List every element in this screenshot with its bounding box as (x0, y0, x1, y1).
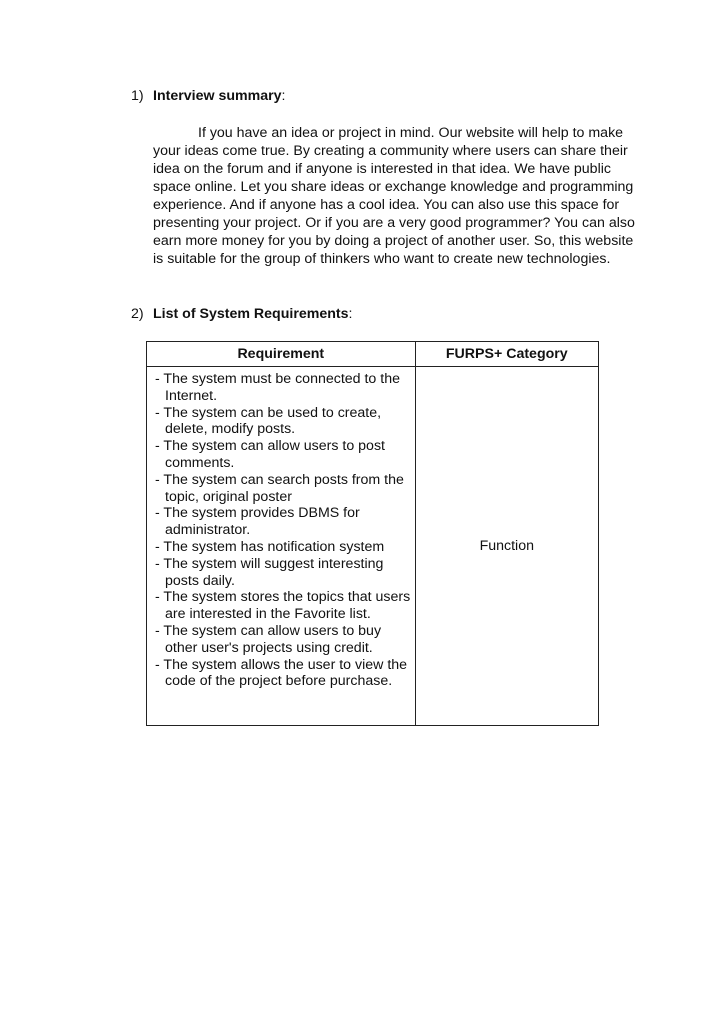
requirements-table (146, 341, 599, 726)
section-number: 2) (131, 306, 144, 322)
section-title-colon: : (348, 306, 353, 322)
requirement-item: - The system can be used to create, delete, modify posts. (155, 404, 382, 438)
interview-summary-paragraph: If you have an idea or project in mind. Our website will help to make your ideas come true. By creating a community where users can share their idea on the forum and if anyone is interested in that idea. We have public space online. Let you share ideas or exchange knowledge and programming experience. And if anyone has a cool idea. You can also use this space for presenting your project. Or if you are a very good programmer? You can also earn more money for you by doing a project of another user. So, this website is suitable for the group of thinkers who want to create new technologies. (153, 125, 635, 267)
section-heading-interview-summary (131, 87, 286, 105)
section-heading-system-requirements (131, 305, 352, 323)
header-requirement: Requirement (147, 342, 416, 367)
table-row (147, 367, 599, 726)
requirement-item: - The system can allow users to post comments. (155, 438, 385, 471)
category-cell: Function (415, 367, 598, 726)
header-furps-category: FURPS+ Category (415, 342, 598, 367)
requirement-item: - The system can search posts from the topic, original poster (155, 471, 404, 505)
section-title: List of System Requirements (153, 306, 349, 322)
section-title-colon: : (281, 88, 286, 104)
requirements-cell (147, 367, 416, 726)
requirement-item: - The system can allow users to buy other user's projects using credit. (155, 622, 382, 656)
requirements-list (147, 367, 415, 692)
requirement-item: - The system has notification system (155, 538, 385, 555)
requirement-item: - The system provides DBMS for administrator. (155, 505, 360, 539)
section-number: 1) (131, 88, 144, 104)
requirement-item: - The system must be connected to the Internet. (155, 371, 400, 404)
requirement-item: - The system allows the user to view the code of the project before purchase. (155, 656, 408, 690)
table-header-row (147, 342, 599, 367)
section-title: Interview summary (153, 88, 282, 104)
requirement-item: - The system stores the topics that users are interested in the Favorite list. (155, 589, 411, 623)
requirement-item: - The system will suggest interesting posts daily. (155, 555, 384, 589)
